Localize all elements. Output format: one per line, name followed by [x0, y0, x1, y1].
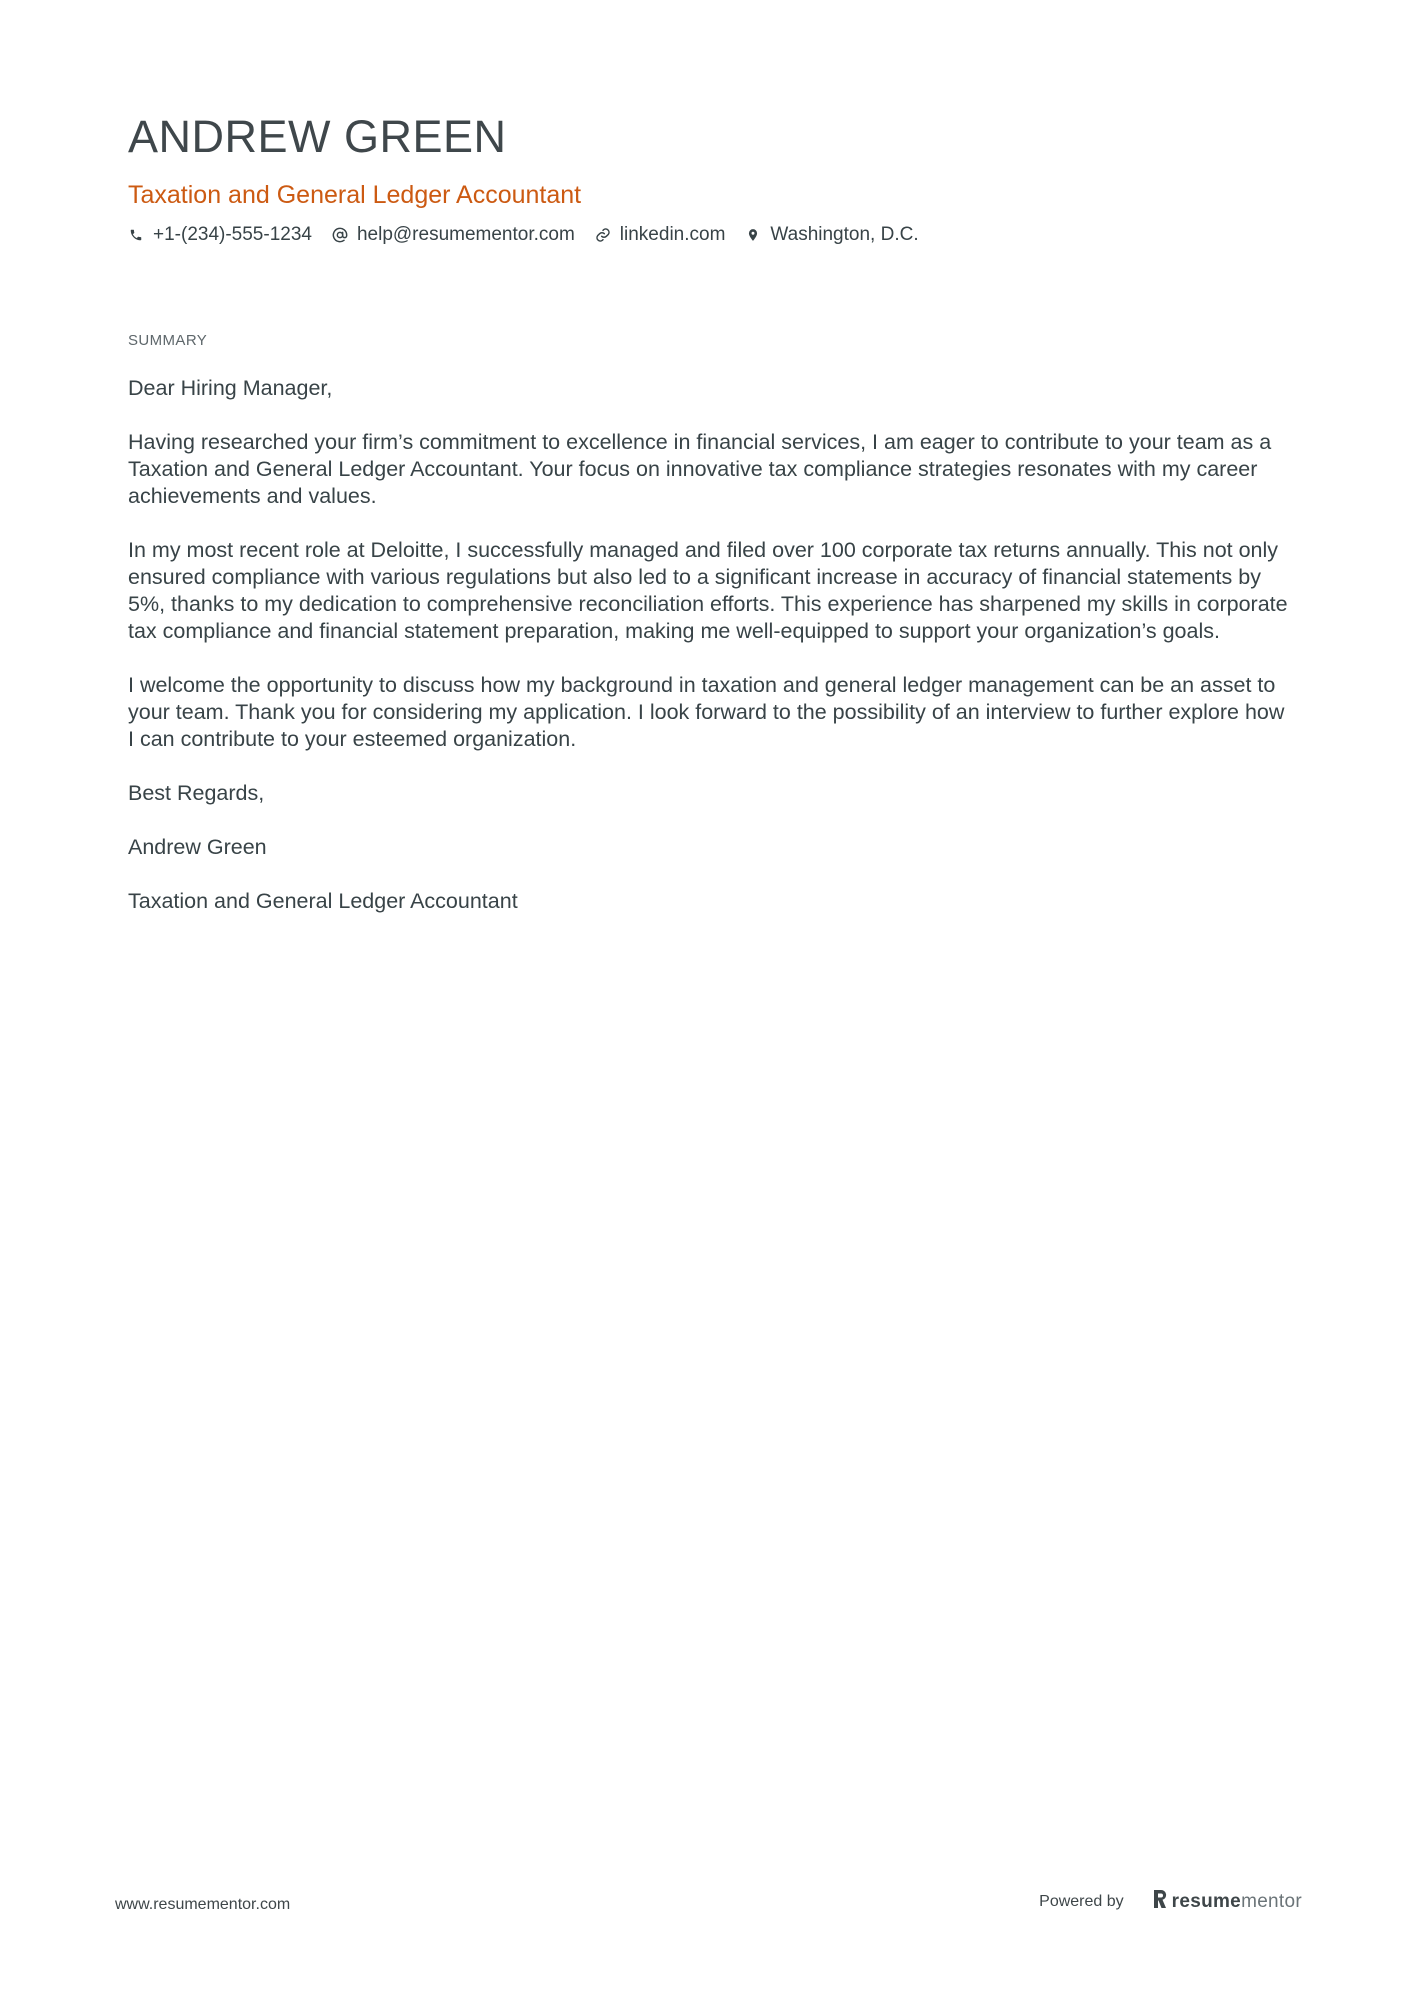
brand-name-bold: resume: [1171, 1891, 1242, 1912]
letter-closing: Best Regards,: [128, 780, 265, 805]
section-heading-summary: SUMMARY: [128, 331, 208, 349]
location-text: Washington, D.C.: [770, 223, 919, 245]
letter-paragraph-2: In my most recent role at Deloitte, I successfully managed and filed over 100 corporate tax returns annually. This not only ensured compliance with various regulations but also led to a significant increase in accuracy of financial statements by 5%, thanks to my dedication to comprehensive reconciliation efforts. This experience has sharpened my skills in corporate tax compliance and financial statement preparation, making me well-equipped to support your organization’s goals.: [128, 537, 1288, 643]
resumementor-logo-icon: [1152, 1889, 1168, 1915]
map-pin-icon: [745, 227, 761, 243]
signature-name: Andrew Green: [128, 834, 267, 859]
website-link[interactable]: linkedin.com: [619, 223, 726, 245]
phone-number: +1-(234)-555-1234: [153, 223, 312, 245]
phone-icon: [128, 227, 144, 243]
letter-paragraph-3: I welcome the opportunity to discuss how my background in taxation and general ledger management can be an asset to your team. Thank you for considering my application. I look forward to the possibility of an interview to further explore how I can contribute to your esteemed organization.: [128, 672, 1285, 751]
contact-website: [595, 224, 726, 246]
contact-phone: [128, 224, 312, 246]
letter-paragraph-1: Having researched your firm’s commitment to excellence in financial services, I am eager to contribute to your team as a Taxation and General Ledger Accountant. Your focus on innovative tax compliance strategies resonates with my career achievements and values.: [128, 429, 1272, 508]
job-title: Taxation and General Ledger Accountant: [128, 180, 582, 209]
cover-letter: [128, 112, 1288, 942]
contact-location: [745, 224, 918, 246]
at-sign-icon: [332, 227, 348, 243]
applicant-name: ANDREW GREEN: [128, 111, 507, 162]
contact-bar: [128, 224, 1288, 246]
letter-body: [128, 375, 1288, 915]
letter-greeting: Dear Hiring Manager,: [128, 375, 333, 400]
brand-name-light: mentor: [1241, 1891, 1302, 1912]
link-icon: [595, 227, 611, 243]
footer-branding: [1039, 1889, 1302, 1915]
contact-email: [332, 224, 575, 246]
powered-by-label: Powered by: [1039, 1893, 1124, 1910]
signature-title: Taxation and General Ledger Accountant: [128, 888, 518, 913]
footer-website[interactable]: www.resumementor.com: [115, 1896, 291, 1913]
email-address[interactable]: help@resumementor.com: [356, 223, 575, 245]
brand-logo[interactable]: [1152, 1889, 1302, 1915]
